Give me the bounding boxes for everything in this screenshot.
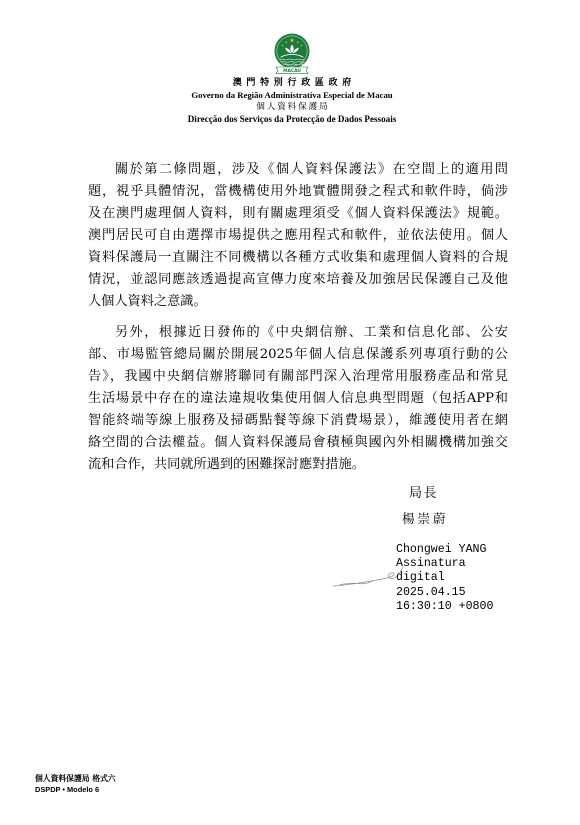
letterhead [40,77,544,125]
body-line: 流和合作，共同就所遇到的困難探討應對措施。 [88,457,365,472]
signature-date: 2025.04.15 [396,585,466,599]
form-code-zh: 個人資料保護局 格式六 [35,774,116,783]
body-line: 生活場景中存在的違法違規收集使用個人信息典型問題（包括APP和 [88,391,508,406]
body-line: 題，視乎具體情況，當機構使用外地實體開發之程式和軟件時，倘涉 [88,184,508,199]
body-line: 澳門居民可自由選擇市場提供之應用程式和軟件，並依法使用。個人 [88,228,508,243]
government-name-pt: Governo da Região Administrativa Especial de Macau [191,90,393,100]
body-line: 絡空間的合法權益。個人資料保護局會積極與國內外相關機構加強交 [88,435,508,450]
body-line: 及在澳門處理個人資料，則有關處理須受《個人資料保護法》規範。 [88,206,508,221]
body-line: 關於第二條問題，涉及《個人資料保護法》在空間上的適用問 [115,162,508,177]
body-line: 另外，根據近日發佈的《中央網信辦、工業和信息化部、公安 [115,325,508,340]
office-name-zh: 個人資料保護局 [256,102,330,112]
body-line: 情況，並認同應該透過提高宣傳力度來培養及加強居民保護自己及他 [88,272,508,287]
body-line: 部、市場監管總局關於開展2025年個人信息保護系列專項行動的公 [88,347,508,362]
signature-signer: Chongwei YANG [396,543,487,556]
office-name-pt: Direcção dos Serviços da Protecção de Dados Pessoais [187,114,397,124]
signature-time: 16:30:10 +0800 [396,599,494,613]
body-line: 智能終端等線上服務及掃碼點餐等線下消費場景），維護使用者在網 [88,413,508,428]
paragraph [88,322,508,476]
emblem-label: MACAU [283,69,301,74]
macau-sar-emblem-icon [270,32,314,78]
body-line: 告》，我國中央網信辦將聯同有關部門深入治理常用服務產品和常見 [88,369,508,384]
document-body [88,159,508,485]
signatory-name: 楊崇蔚 [402,511,449,526]
digital-signature [396,543,493,614]
signatory-title: 局長 [409,486,439,501]
form-footer [35,773,116,795]
paragraph [88,159,508,313]
government-name-zh: 澳門特別行政區政府 [232,78,356,88]
form-code-pt: DSPDP • Modelo 6 [35,785,100,794]
handwritten-signature [330,562,406,590]
signature-label: Assinatura [396,557,466,571]
body-line: 資料保護局一直關注不同機構以各種方式收集和處理個人資料的合規 [88,250,508,265]
body-line: 人個人資料之意識。 [88,294,207,309]
signature-label: digital [396,571,445,585]
